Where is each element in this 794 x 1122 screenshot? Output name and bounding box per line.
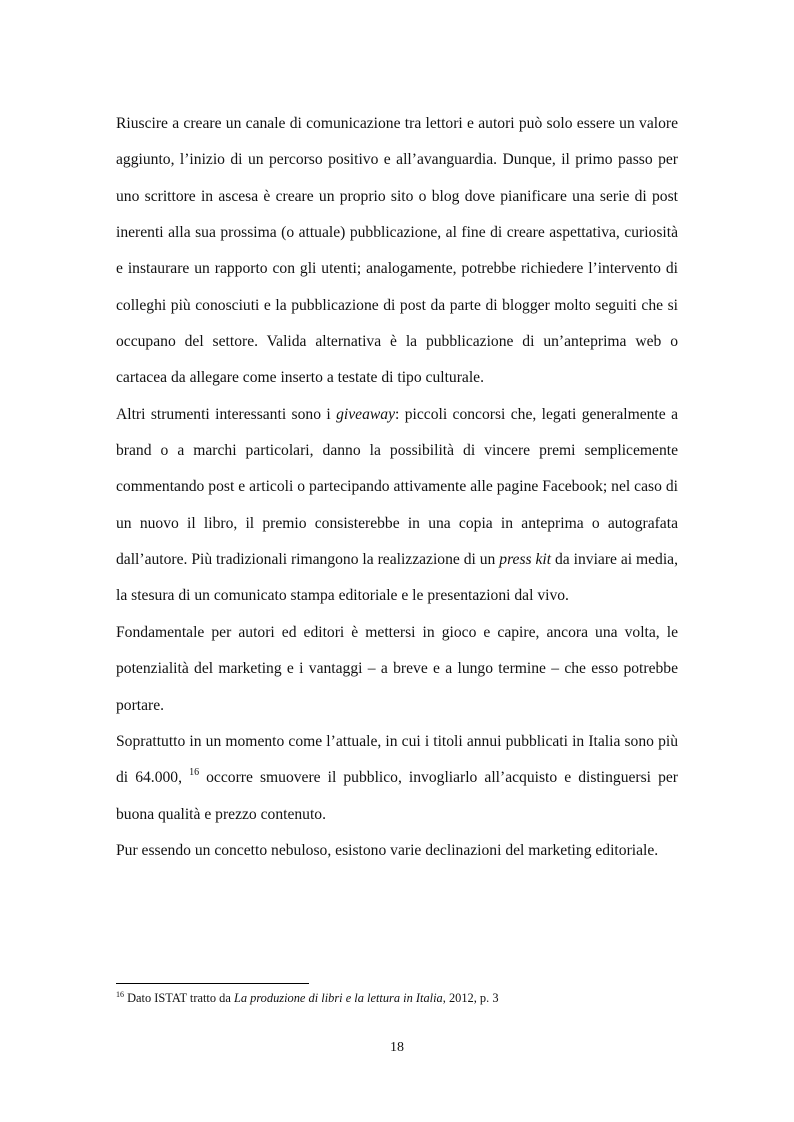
paragraph-2-part-e: da inviare ai media, la stesura di un comunicato stampa editoriale e le presentazioni dal vivo. [116,551,678,605]
footnote-reference: 16 [189,767,200,779]
term-press-kit: press kit [499,551,552,569]
footnote-book-title: La produzione di libri e la lettura in Italia [233,991,443,1005]
footnote [116,991,716,1006]
footnote-number: 16 [116,990,124,999]
page-number: 18 [390,1040,404,1055]
paragraph-4-part-a: Soprattutto in un momento come l’attuale, in cui i titoli annui pubblicati in Italia sono più di 64.000, [116,732,678,787]
paragraph-2-part-c: : piccoli concorsi che, legati generalmente a brand o a marchi particolari, danno la possibilità di vincere premi semplicemente commentando post e articoli o partecipando attivamente alle pagine Facebook; nel caso di un nuovo il libro, il premio consisterebbe in una copia in anteprima o autografata dall’autore. Più tradizionali rimangono la realizzazione di un [116,405,678,569]
paragraph-2 [116,397,678,615]
footnote-text-b: , 2012, p. 3 [442,991,499,1005]
paragraph-3: Fondamentale per autori ed editori è mettersi in gioco e capire, ancora una volta, le potenzialità del marketing e i vantaggi – a breve e a lungo termine – che esso potrebbe portare. [116,623,678,714]
footnote-divider [116,983,309,984]
paragraph-1: Riuscire a creare un canale di comunicazione tra lettori e autori può solo essere un valore aggiunto, l’inizio di un percorso positivo e all’avanguardia. Dunque, il primo passo per uno scrittore in ascesa è creare un proprio sito o blog dove pianificare una serie di post inerenti alla sua prossima (o attuale) pubblicazione, al fine di creare aspettativa, curiosità e instaurare un rapporto con gli utenti; analogamente, potrebbe richiedere l’intervento di colleghi più conosciuti e la pubblicazione di post da parte di blogger molto seguiti che si occupano del settore. Valida alternativa è la pubblicazione di un’anteprima web o cartacea da allegare come inserto a testate di tipo culturale. [116,115,678,387]
paragraph-4-part-b: occorre smuovere il pubblico, invogliarlo all’acquisto e distinguersi per buona qualità e prezzo contenuto. [116,769,678,823]
paragraph-4 [116,724,678,833]
term-giveaway: giveaway [336,405,395,423]
paragraph-2-part-a: Altri strumenti interessanti sono i [116,405,337,423]
paragraph-5: Pur essendo un concetto nebuloso, esistono varie declinazioni del marketing editoriale. [116,841,659,859]
footnote-text-a: Dato ISTAT tratto da [124,991,234,1005]
body-text [116,106,678,869]
